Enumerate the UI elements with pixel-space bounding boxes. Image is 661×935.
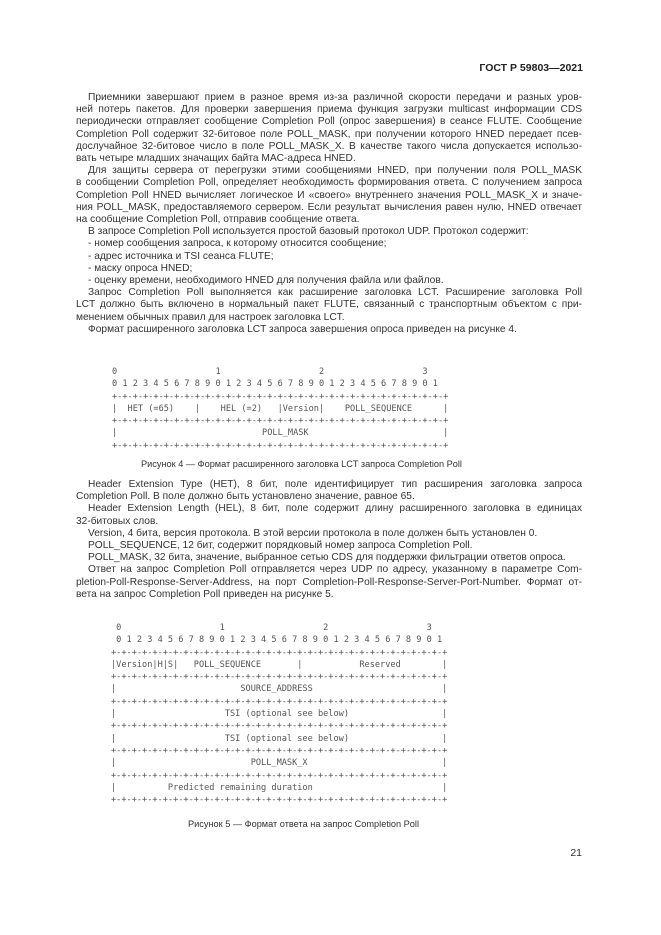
text-line: - адрес источника и TSI сеанса FLUTE; bbox=[88, 250, 274, 262]
text-line: на сообщение Completion Poll, отправив сообщение ответа. bbox=[76, 214, 360, 226]
diagram-line: +-+-+-+-+-+-+-+-+-+-+-+-+-+-+-+-+-+-+-+-+-+-+-+-+-+-+-+-+-+-+-+-+ bbox=[111, 770, 448, 781]
text-line: в сообщении Completion Poll, определяет необходимость формирования ответа. С получением запроса bbox=[76, 177, 582, 189]
text-line: Запрос Completion Poll выполняется как расширение заголовка LCT. Расширение заголовка Poll bbox=[88, 287, 582, 299]
text-line: Completion Poll HNED вычисляет логическое И «своего» внутреннего значения POLL_MASK_X и значе- bbox=[76, 189, 582, 201]
text-line: pletion-Poll-Response-Server-Address, на порт Completion-Poll-Response-Server-Port-Number. Формат от- bbox=[76, 576, 582, 588]
diagram-line: 0 1 2 3 bbox=[111, 623, 432, 633]
text-line: Completion Poll содержит 32-битовое поле POLL_MASK, при получении которого HNED передает псев- bbox=[76, 128, 582, 140]
text-line: Header Extension Type (HET), 8 бит, поле идентифицирует тип расширения заголовка запроса bbox=[88, 479, 582, 490]
figure-4-diagram bbox=[112, 366, 448, 452]
text-line: В запросе Completion Poll используется простой базовый протокол UDP. Протокол содержит: bbox=[88, 226, 529, 238]
text-line: дослучайное 32-битовое число в поле POLL_MASK_X. В качестве такого числа допускается использо- bbox=[76, 140, 582, 152]
text-line: вать четыре младших значащих байта MAC-адреса HNED. bbox=[76, 153, 356, 165]
diagram-line: | TSI (optional see below) | bbox=[111, 733, 448, 744]
text-line: Header Extension Length (HEL), 8 бит, поле содержит длину расширенного заголовка в единицах bbox=[88, 503, 582, 515]
page-number: 21 bbox=[570, 847, 582, 859]
diagram-line: | SOURCE_ADDRESS | bbox=[111, 684, 448, 695]
figure-5-caption: Рисунок 5 — Формат ответа на запрос Completion Poll bbox=[188, 819, 420, 829]
diagram-line: |Version|H|S| POLL_SEQUENCE | Reserved | bbox=[111, 659, 448, 670]
text-line: Ответ на запрос Completion Poll отправляется через UDP по адресу, указанному в параметре Com- bbox=[88, 564, 582, 576]
figure-4-caption: Рисунок 4 — Формат расширенного заголовка LCT запроса Completion Poll bbox=[141, 459, 462, 469]
diagram-line: | TSI (optional see below) | bbox=[111, 709, 448, 720]
diagram-line: 0 1 2 3 4 5 6 7 8 9 0 1 2 3 4 5 6 7 8 9 0 1 2 3 4 5 6 7 8 9 0 1 bbox=[112, 379, 438, 390]
text-line: - маску опроса HNED; bbox=[88, 262, 193, 274]
body-text-middle bbox=[76, 479, 582, 601]
text-line: Version, 4 бита, версия протокола. В этой версии протокола в поле должен быть установлен 0. bbox=[88, 527, 538, 539]
diagram-line: +-+-+-+-+-+-+-+-+-+-+-+-+-+-+-+-+-+-+-+-+-+-+-+-+-+-+-+-+-+-+-+-+ bbox=[112, 416, 449, 427]
diagram-line: 0 1 2 3 bbox=[112, 367, 428, 377]
text-line: периодически отправляет сообщение Completion Poll (опрос завершения) в сеансе FLUTE. Сообщение bbox=[76, 116, 582, 128]
diagram-line: +-+-+-+-+-+-+-+-+-+-+-+-+-+-+-+-+-+-+-+-+-+-+-+-+-+-+-+-+-+-+-+-+ bbox=[111, 647, 448, 658]
text-line: POLL_SEQUENCE, 12 бит, содержит порядковый номер запроса Completion Poll. bbox=[88, 540, 473, 552]
diagram-line: | POLL_MASK_X | bbox=[111, 758, 448, 769]
text-line: POLL_MASK, 32 бита, значение, выбранное сетью CDS для поддержки фильтрации ответов опроса. bbox=[88, 552, 566, 564]
text-line: - оценку времени, необходимого HNED для получения файла или файлов. bbox=[88, 275, 444, 287]
text-line: - номер сообщения запроса, к которому относится сообщение; bbox=[88, 238, 387, 250]
diagram-line: +-+-+-+-+-+-+-+-+-+-+-+-+-+-+-+-+-+-+-+-+-+-+-+-+-+-+-+-+-+-+-+-+ bbox=[111, 795, 448, 806]
text-line: Приемники завершают прием в разное время из-за различной скорости передачи и разных уров- bbox=[88, 92, 582, 103]
diagram-line: | Predicted remaining duration | bbox=[111, 782, 448, 793]
standard-number-header: ГОСТ Р 59803—2021 bbox=[479, 62, 583, 74]
diagram-line: +-+-+-+-+-+-+-+-+-+-+-+-+-+-+-+-+-+-+-+-+-+-+-+-+-+-+-+-+-+-+-+-+ bbox=[112, 440, 449, 451]
text-line: Для защиты сервера от перегрузки этими сообщениями HNED, при получении поля POLL_MASK bbox=[88, 165, 582, 177]
figure-5-diagram bbox=[111, 622, 447, 806]
diagram-line: +-+-+-+-+-+-+-+-+-+-+-+-+-+-+-+-+-+-+-+-+-+-+-+-+-+-+-+-+-+-+-+-+ bbox=[111, 745, 448, 756]
text-line: вета на запрос Completion Poll приведен на рисунке 5. bbox=[76, 588, 334, 600]
text-line: LCT должно быть включено в нормальный пакет FLUTE, связанный с транспортным объектом с при- bbox=[76, 299, 582, 311]
diagram-line: 0 1 2 3 4 5 6 7 8 9 0 1 2 3 4 5 6 7 8 9 0 1 2 3 4 5 6 7 8 9 0 1 bbox=[111, 635, 443, 646]
diagram-line: +-+-+-+-+-+-+-+-+-+-+-+-+-+-+-+-+-+-+-+-+-+-+-+-+-+-+-+-+-+-+-+-+ bbox=[111, 672, 448, 683]
diagram-line: +-+-+-+-+-+-+-+-+-+-+-+-+-+-+-+-+-+-+-+-+-+-+-+-+-+-+-+-+-+-+-+-+ bbox=[112, 391, 449, 402]
diagram-line: | HET (=65) | HEL (=2) |Version| POLL_SEQUENCE | bbox=[112, 403, 449, 414]
text-line: ния POLL_MASK, предоставляемого сервером. Если результат вычисления равен нулю, HNED отвечает bbox=[76, 201, 582, 213]
text-line: менением обычных правил для настроек заголовка LCT. bbox=[76, 311, 345, 323]
body-text-top bbox=[76, 92, 582, 336]
diagram-line: | POLL_MASK | bbox=[112, 428, 449, 439]
text-line: Completion Poll. В поле должно быть установлено значение, равное 65. bbox=[76, 491, 415, 503]
text-line: ней потерь пакетов. Для проверки завершения приема функция загрузки multicast информации CDS bbox=[76, 104, 582, 116]
text-line: 32-битовых слов. bbox=[76, 515, 159, 527]
diagram-line: +-+-+-+-+-+-+-+-+-+-+-+-+-+-+-+-+-+-+-+-+-+-+-+-+-+-+-+-+-+-+-+-+ bbox=[111, 696, 448, 707]
text-line: Формат расширенного заголовка LCT запроса завершения опроса приведен на рисунке 4. bbox=[88, 323, 517, 335]
diagram-line: +-+-+-+-+-+-+-+-+-+-+-+-+-+-+-+-+-+-+-+-+-+-+-+-+-+-+-+-+-+-+-+-+ bbox=[111, 721, 448, 732]
